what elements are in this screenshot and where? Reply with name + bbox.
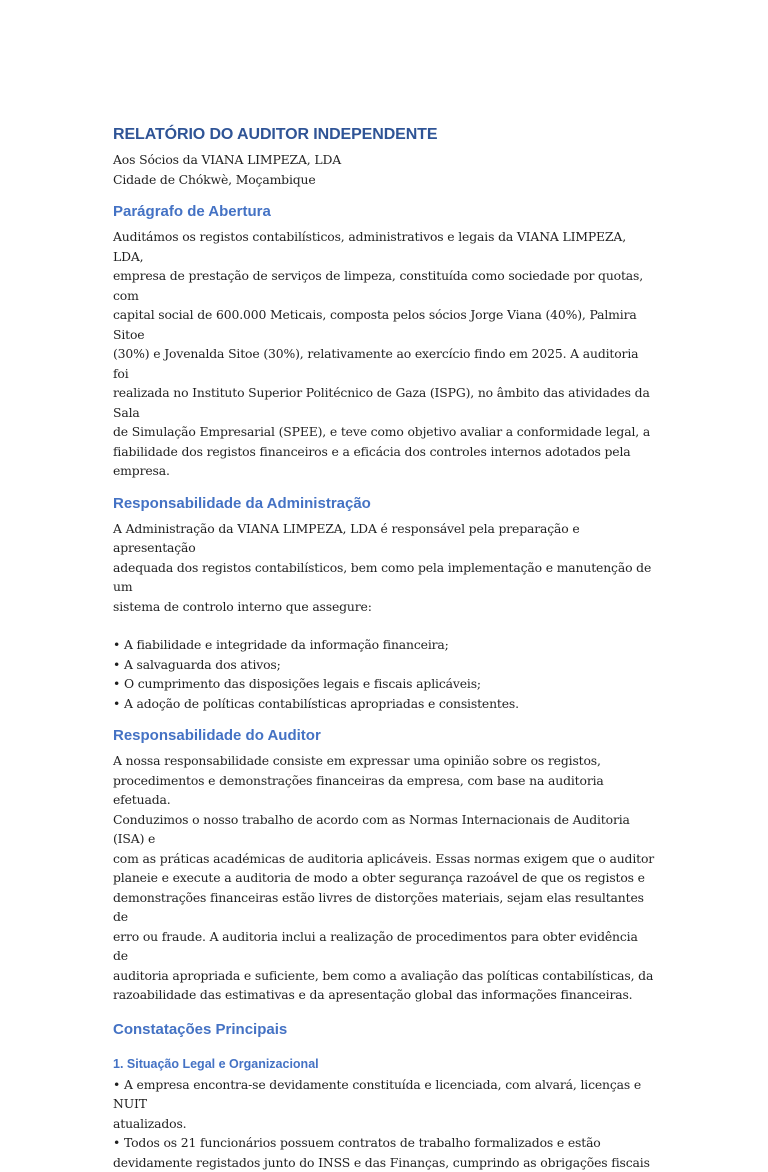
paragraph-line: capital social de 600.000 Meticais, composta pelos sócios Jorge Viana (40%), Palmira Sitoe <box>113 305 655 344</box>
paragraph-line: • Todos os 21 funcionários possuem contratos de trabalho formalizados e estão <box>113 1133 655 1153</box>
paragraph-line: auditoria apropriada e suficiente, bem como a avaliação das políticas contabilísticas, da <box>113 966 655 986</box>
list-item: • A adoção de políticas contabilísticas apropriadas e consistentes. <box>113 694 655 714</box>
paragraph-line: realizada no Instituto Superior Politécnico de Gaza (ISPG), no âmbito das atividades da Sala <box>113 383 655 422</box>
paragraph-line: erro ou fraude. A auditoria inclui a realização de procedimentos para obter evidência de <box>113 927 655 966</box>
report-title: RELATÓRIO DO AUDITOR INDEPENDENTE <box>113 124 655 146</box>
paragraph-line: (30%) e Jovenalda Sitoe (30%), relativamente ao exercício findo em 2025. A auditoria foi <box>113 344 655 383</box>
auditor-heading: Responsabilidade do Auditor <box>113 725 655 747</box>
paragraph-line: fiabilidade dos registos financeiros e a eficácia dos controles internos adotados pela <box>113 442 655 462</box>
recipient-line: Aos Sócios da VIANA LIMPEZA, LDA <box>113 150 655 170</box>
paragraph-line: A Administração da VIANA LIMPEZA, LDA é responsável pela preparação e apresentação <box>113 519 655 558</box>
paragraph-line: com as práticas académicas de auditoria aplicáveis. Essas normas exigem que o auditor <box>113 849 655 869</box>
paragraph-line: procedimentos e demonstrações financeiras da empresa, com base na auditoria efetuada. <box>113 771 655 810</box>
list-item: • A fiabilidade e integridade da informação financeira; <box>113 635 655 655</box>
paragraph-line: de Simulação Empresarial (SPEE), e teve como objetivo avaliar a conformidade legal, a <box>113 422 655 442</box>
findings-heading: Constatações Principais <box>113 1019 655 1041</box>
opening-heading: Parágrafo de Abertura <box>113 201 655 223</box>
paragraph-line: adequada dos registos contabilísticos, bem como pela implementação e manutenção de um <box>113 558 655 597</box>
document-page <box>113 124 655 1172</box>
paragraph-line: A nossa responsabilidade consiste em expressar uma opinião sobre os registos, <box>113 751 655 771</box>
paragraph-line: empresa. <box>113 461 655 481</box>
paragraph-line: • A empresa encontra-se devidamente constituída e licenciada, com alvará, licenças e NUIT <box>113 1075 655 1114</box>
auditor-paragraph <box>113 751 655 1005</box>
administration-heading: Responsabilidade da Administração <box>113 493 655 515</box>
location-line: Cidade de Chókwè, Moçambique <box>113 170 655 190</box>
paragraph-line: Conduzimos o nosso trabalho de acordo com as Normas Internacionais de Auditoria (ISA) e <box>113 810 655 849</box>
opening-paragraph <box>113 227 655 481</box>
administration-bullet-list <box>113 635 655 713</box>
paragraph-line: sistema de controlo interno que assegure: <box>113 597 655 617</box>
findings-subheading-legal: 1. Situação Legal e Organizacional <box>113 1055 655 1074</box>
paragraph-line: empresa de prestação de serviços de limpeza, constituída como sociedade por quotas, com <box>113 266 655 305</box>
findings-legal-content <box>113 1075 655 1172</box>
list-item: • A salvaguarda dos ativos; <box>113 655 655 675</box>
paragraph-line: planeie e execute a auditoria de modo a obter segurança razoável de que os registos e <box>113 868 655 888</box>
paragraph-line: razoabilidade das estimativas e da apresentação global das informações financeiras. <box>113 985 655 1005</box>
paragraph-line: devidamente registados junto do INSS e das Finanças, cumprindo as obrigações fiscais <box>113 1153 655 1172</box>
administration-paragraph <box>113 519 655 617</box>
paragraph-line: demonstrações financeiras estão livres de distorções materiais, sejam elas resultantes de <box>113 888 655 927</box>
paragraph-line: Auditámos os registos contabilísticos, administrativos e legais da VIANA LIMPEZA, LDA, <box>113 227 655 266</box>
paragraph-line: atualizados. <box>113 1114 655 1134</box>
list-item: • O cumprimento das disposições legais e fiscais aplicáveis; <box>113 674 655 694</box>
